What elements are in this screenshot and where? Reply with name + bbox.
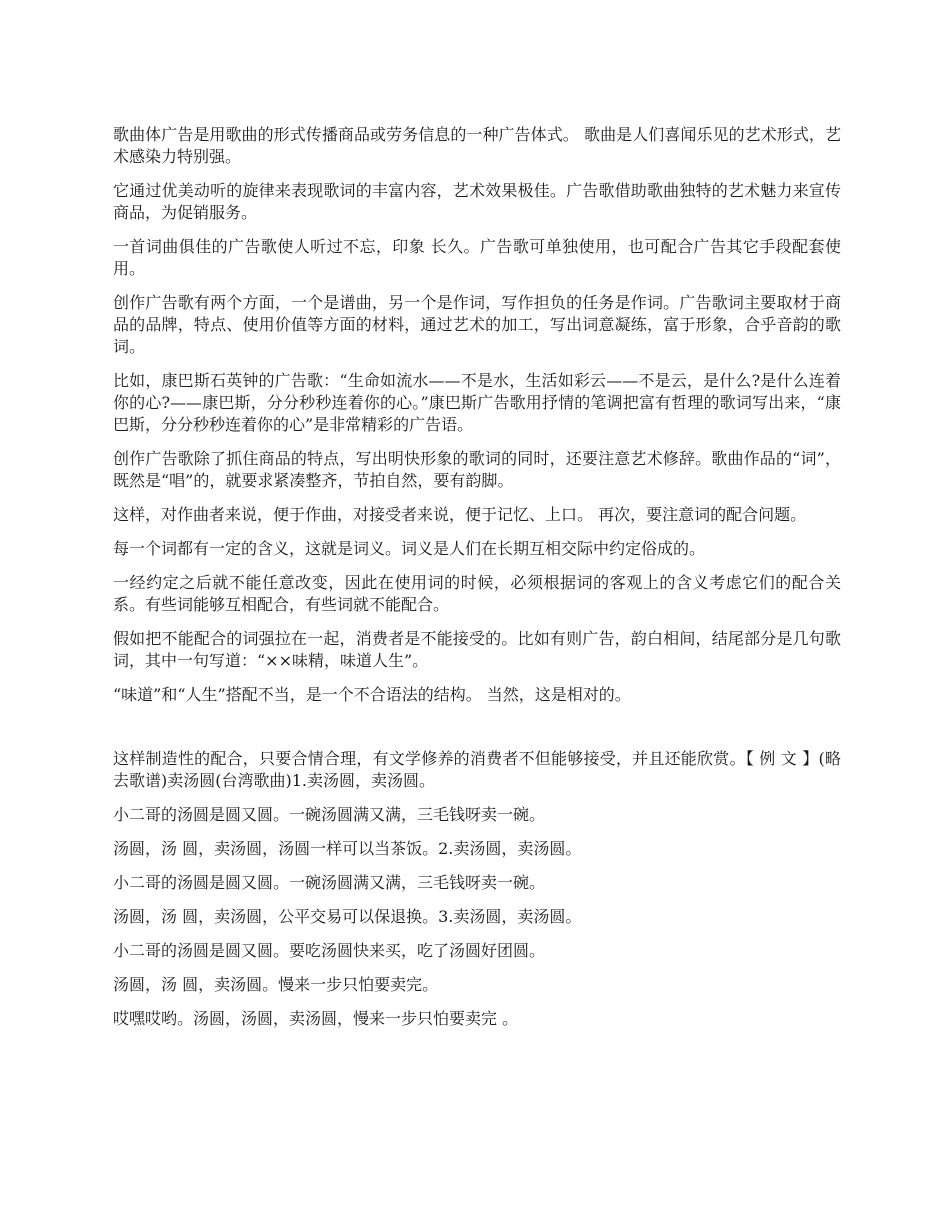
paragraph: 歌曲体广告是用歌曲的形式传播商品或劳务信息的一种广告体式。 歌曲是人们喜闻乐见的艺术形式，艺术感染力特别强。 [113, 125, 841, 166]
paragraph: 这样制造性的配合，只要合情合理，有文学修养的消费者不但能够接受，并且还能欣赏。【 例 文 】(略去歌谱)卖汤圆(台湾歌曲)1.卖汤圆，卖汤圆。 [113, 749, 841, 790]
paragraph: 小二哥的汤圆是圆又圆。一碗汤圆满又满，三毛钱呀卖一碗。 [113, 873, 546, 892]
paragraph: 创作广告歌有两个方面，一个是谱曲，另一个是作词，写作担负的任务是作词。广告歌词主要取材于商品的品牌，特点、使用价值等方面的材料，通过艺术的加工，写出词意凝练，富于形象，合乎音韵的歌词。 [113, 293, 841, 356]
section-gap [113, 718, 841, 748]
paragraph: 小二哥的汤圆是圆又圆。要吃汤圆快来买，吃了汤圆好团圆。 [113, 941, 546, 960]
paragraph: 这样，对作曲者来说，便于作曲，对接受者来说，便于记忆、上口。 再次，要注意词的配合问题。 [113, 505, 807, 524]
paragraph: 比如，康巴斯石英钟的广告歌：“生命如流水——不是水，生活如彩云——不是云，是什么?是什么连着你的心?——康巴斯，分分秒秒连着你的心。”康巴斯广告歌用抒情的笔调把富有哲理的歌词写出来，“康巴斯，分分秒秒连着你的心”是非常精彩的广告语。 [113, 371, 841, 434]
paragraph: 创作广告歌除了抓住商品的特点，写出明快形象的歌词的同时，还要注意艺术修辞。歌曲作品的“词”，既然是“唱”的，就要求紧凑整齐，节拍自然，要有韵脚。 [113, 449, 841, 490]
paragraph: 小二哥的汤圆是圆又圆。一碗汤圆满又满，三毛钱呀卖一碗。 [113, 805, 546, 824]
paragraph: 每一个词都有一定的含义，这就是词义。词义是人们在长期互相交际中约定俗成的。 [113, 539, 706, 558]
paragraph: 汤圆，汤 圆，卖汤圆，公平交易可以保退换。3.卖汤圆，卖汤圆。 [113, 907, 582, 926]
paragraph: 一首词曲俱佳的广告歌使人听过不忘，印象 长久。广告歌可单独使用，也可配合广告其它手段配套使用。 [113, 237, 841, 278]
paragraph: “味道”和“人生”搭配不当，是一个不合语法的结构。 当然，这是相对的。 [113, 685, 631, 704]
paragraph: 一经约定之后就不能任意改变，因此在使用词的时候，必须根据词的客观上的含义考虑它们的配合关系。有些词能够互相配合，有些词就不能配合。 [113, 573, 841, 614]
paragraph: 假如把不能配合的词强拉在一起，消费者是不能接受的。比如有则广告，韵白相间，结尾部分是几句歌词，其中一句写道：“××味精，味道人生”。 [113, 629, 841, 670]
paragraph: 汤圆，汤 圆，卖汤圆，汤圆一样可以当茶饭。2.卖汤圆，卖汤圆。 [113, 839, 582, 858]
document-page [113, 124, 841, 1042]
paragraph: 哎嘿哎哟。汤圆，汤圆，卖汤圆，慢来一步只怕要卖完 。 [113, 1009, 519, 1028]
paragraph: 它通过优美动听的旋律来表现歌词的丰富内容，艺术效果极佳。广告歌借助歌曲独特的艺术魅力来宣传商品，为促销服务。 [113, 181, 841, 222]
paragraph: 汤圆，汤 圆，卖汤圆。慢来一步只怕要卖完。 [113, 975, 439, 994]
